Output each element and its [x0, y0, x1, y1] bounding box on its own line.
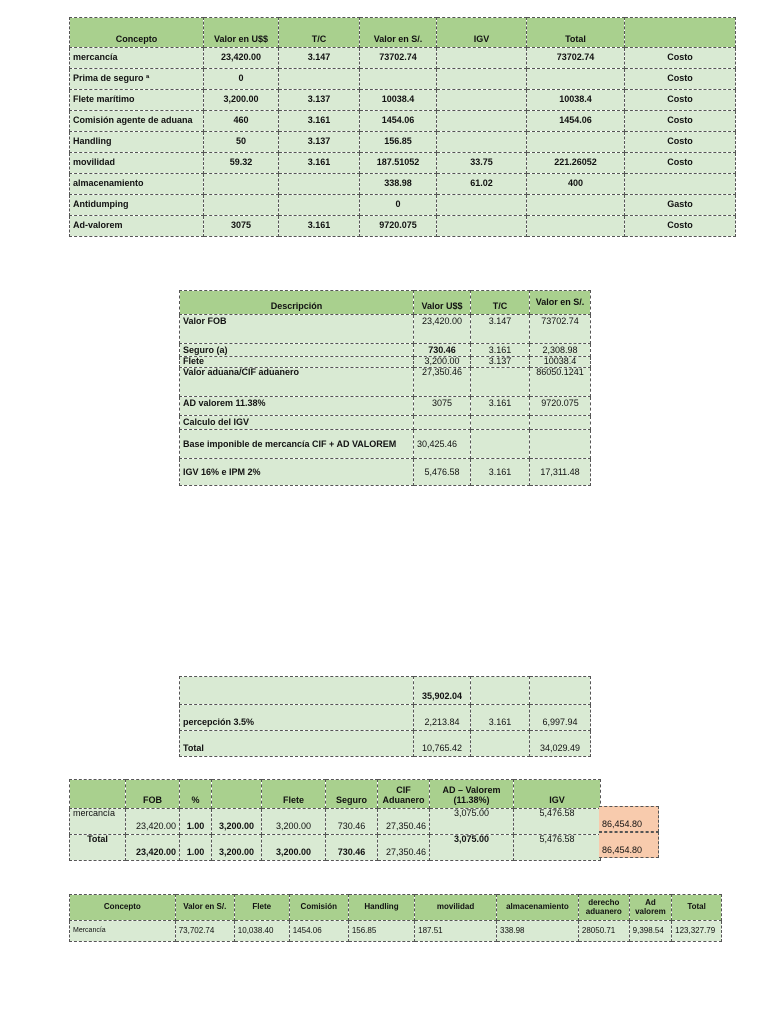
cell: 5,476.58: [514, 809, 601, 835]
cell: Costo: [625, 69, 736, 90]
cell: Costo: [625, 111, 736, 132]
cell: 6,997.94: [530, 705, 591, 731]
cell: 730.46: [326, 835, 378, 861]
cell: 23,420.00: [126, 835, 180, 861]
header-cell: Ad valorem: [629, 895, 671, 921]
header-cell: T/C: [279, 18, 360, 48]
cell: 10038.4: [530, 357, 591, 368]
cell: 3.137: [279, 132, 360, 153]
header-cell: Total: [672, 895, 722, 921]
cell: [471, 368, 530, 397]
cell: 0: [360, 195, 437, 216]
table-header-row: [70, 18, 736, 48]
cell: 5,476.58: [514, 835, 601, 861]
cell: 156.85: [360, 132, 437, 153]
cell: 123,327.79: [672, 921, 722, 942]
cell: [530, 416, 591, 430]
cell: Costo: [625, 48, 736, 69]
cell: AD valorem 11.38%: [180, 397, 414, 416]
cell: 730.46: [414, 344, 471, 357]
header-cell: AD – Valorem (11.38%): [430, 780, 514, 809]
cell: 2,213.84: [414, 705, 471, 731]
table-row: [180, 430, 591, 459]
customs-value-table: [179, 290, 591, 486]
cell: 187.51052: [360, 153, 437, 174]
cell: [204, 195, 279, 216]
table-row: [180, 705, 591, 731]
cell: [279, 174, 360, 195]
cell: [437, 111, 527, 132]
cell: percepción 3.5%: [180, 705, 414, 731]
cell: IGV 16% e IPM 2%: [180, 459, 414, 486]
cell: 73,702.74: [175, 921, 234, 942]
table-row: [70, 835, 601, 861]
cell: Flete marítimo: [70, 90, 204, 111]
header-cell: Flete: [234, 895, 289, 921]
header-cell: Valor en U$$: [204, 18, 279, 48]
cell: 10,765.42: [414, 731, 471, 757]
cell: [180, 677, 414, 705]
header-cell: Total: [527, 18, 625, 48]
header-cell: Concepto: [70, 18, 204, 48]
cell: 3.161: [471, 705, 530, 731]
cell: [437, 48, 527, 69]
table-row: [180, 315, 591, 344]
cell: 35,902.04: [414, 677, 471, 705]
header-cell: %: [180, 780, 212, 809]
header-cell: Handling: [348, 895, 414, 921]
cell: 3,200.00: [262, 835, 326, 861]
header-cell: Comisión: [289, 895, 348, 921]
cell: [437, 132, 527, 153]
cif-total-column: [599, 806, 659, 858]
cell: 10038.4: [360, 90, 437, 111]
header-cell: Descripción: [180, 291, 414, 315]
cell: [437, 69, 527, 90]
cell: 73702.74: [530, 315, 591, 344]
cell: 3,200.00: [212, 809, 262, 835]
cell: Flete: [180, 357, 414, 368]
table-row: [180, 344, 591, 357]
cell: 10038.4: [527, 90, 625, 111]
cell: 3.147: [471, 315, 530, 344]
header-cell: IGV: [514, 780, 601, 809]
cell: 3.161: [471, 344, 530, 357]
cell: 3.161: [279, 153, 360, 174]
perception-table: [179, 676, 591, 757]
cell: 27,350.46: [378, 835, 430, 861]
cell: 3,075.00: [430, 835, 514, 861]
cell: [527, 216, 625, 237]
cell: 9,398.54: [629, 921, 671, 942]
costs-table: [69, 17, 736, 237]
cell: Valor aduana/CIF aduanero: [180, 368, 414, 397]
cell: 187.51: [415, 921, 497, 942]
cell: 3.137: [471, 357, 530, 368]
cell: 3,200.00: [414, 357, 471, 368]
table-row: [70, 195, 736, 216]
cell: movilidad: [70, 153, 204, 174]
cell: 28050.71: [578, 921, 629, 942]
cell: 27,350.46: [414, 368, 471, 397]
table-row: [180, 677, 591, 705]
table-header-row: [70, 895, 722, 921]
header-cell: CIF Aduanero: [378, 780, 430, 809]
cell: 23,420.00: [414, 315, 471, 344]
cell: 59.32: [204, 153, 279, 174]
table-row: [70, 111, 736, 132]
cell: 460: [204, 111, 279, 132]
cell: [437, 90, 527, 111]
cell: mercancía: [70, 809, 126, 835]
cell: [360, 69, 437, 90]
cell: [279, 195, 360, 216]
cell: Comisión agente de aduana: [70, 111, 204, 132]
total-cell: 86,454.80: [599, 832, 659, 858]
cell: Calculo del IGV: [180, 416, 414, 430]
cell: 0: [204, 69, 279, 90]
cell: 3075: [204, 216, 279, 237]
table-row: [180, 459, 591, 486]
header-cell: Valor en S/.: [530, 291, 591, 315]
cell: Gasto: [625, 195, 736, 216]
cell: 73702.74: [527, 48, 625, 69]
cell: 17,311.48: [530, 459, 591, 486]
header-cell: Valor en S/.: [360, 18, 437, 48]
cell: 3,200.00: [212, 835, 262, 861]
header-cell: [625, 18, 736, 48]
cell: [279, 69, 360, 90]
cell: [471, 416, 530, 430]
cif-summary-table: [69, 779, 601, 861]
table-header-row: [180, 291, 591, 315]
table-row: [180, 368, 591, 397]
cell: 3.161: [279, 111, 360, 132]
cell: 30,425.46: [414, 430, 471, 459]
cell: 1454.06: [360, 111, 437, 132]
cell: 23,420.00: [204, 48, 279, 69]
cell: 34,029.49: [530, 731, 591, 757]
cell: 2,308.98: [530, 344, 591, 357]
cell: 338.98: [360, 174, 437, 195]
table-row: [70, 921, 722, 942]
cell: 23,420.00: [126, 809, 180, 835]
cell: Costo: [625, 132, 736, 153]
cell: 1454.06: [289, 921, 348, 942]
cell: [471, 677, 530, 705]
cell: 1.00: [180, 809, 212, 835]
cell: [527, 69, 625, 90]
cell: 156.85: [348, 921, 414, 942]
header-cell: IGV: [437, 18, 527, 48]
table-row: [70, 809, 601, 835]
total-cell: 86,454.80: [599, 806, 659, 832]
cell: [437, 216, 527, 237]
cell: 3.161: [279, 216, 360, 237]
cell: 3.161: [471, 397, 530, 416]
table-row: [70, 153, 736, 174]
cell: 9720.075: [530, 397, 591, 416]
header-cell: Valor U$$: [414, 291, 471, 315]
cell: [204, 174, 279, 195]
table-row: [70, 216, 736, 237]
cell: Antidumping: [70, 195, 204, 216]
cost-breakdown-table: [69, 894, 722, 942]
cell: 338.98: [497, 921, 579, 942]
cell: almacenamiento: [70, 174, 204, 195]
header-cell: movilidad: [415, 895, 497, 921]
table-row: [180, 357, 591, 368]
table-row: [70, 174, 736, 195]
cell: 10,038.40: [234, 921, 289, 942]
table-row: [70, 48, 736, 69]
cell: 5,476.58: [414, 459, 471, 486]
cell: 50: [204, 132, 279, 153]
header-cell: [70, 780, 126, 809]
header-cell: Flete: [262, 780, 326, 809]
cell: Handling: [70, 132, 204, 153]
cell: Prima de seguro ª: [70, 69, 204, 90]
cell: 3.161: [471, 459, 530, 486]
cell: [530, 677, 591, 705]
cell: Total: [70, 835, 126, 861]
cell: [437, 195, 527, 216]
cell: Ad-valorem: [70, 216, 204, 237]
cell: 1.00: [180, 835, 212, 861]
cell: 61.02: [437, 174, 527, 195]
header-cell: [212, 780, 262, 809]
header-cell: derecho aduanero: [578, 895, 629, 921]
header-cell: FOB: [126, 780, 180, 809]
cell: [527, 195, 625, 216]
cell: 3,200.00: [204, 90, 279, 111]
cell: [530, 430, 591, 459]
cell: 1454.06: [527, 111, 625, 132]
cell: 33.75: [437, 153, 527, 174]
cell: 400: [527, 174, 625, 195]
cell: [471, 731, 530, 757]
cell: Valor FOB: [180, 315, 414, 344]
cell: 86050.1241: [530, 368, 591, 397]
cell: Mercancía: [70, 921, 176, 942]
table-row: [180, 397, 591, 416]
cell: Costo: [625, 216, 736, 237]
table-row: [70, 90, 736, 111]
cell: [625, 174, 736, 195]
cell: Costo: [625, 153, 736, 174]
table-row: [180, 731, 591, 757]
cell: 9720.075: [360, 216, 437, 237]
cell: 3,075.00: [430, 809, 514, 835]
cell: Costo: [625, 90, 736, 111]
header-cell: almacenamiento: [497, 895, 579, 921]
cell: 27,350.46: [378, 809, 430, 835]
cell: [414, 416, 471, 430]
cell: Base imponible de mercancía CIF + AD VALOREM: [180, 430, 414, 459]
cell: 3.137: [279, 90, 360, 111]
cell: mercancía: [70, 48, 204, 69]
cell: [527, 132, 625, 153]
table-row: [180, 416, 591, 430]
table-row: [70, 132, 736, 153]
header-cell: Valor en S/.: [175, 895, 234, 921]
cell: 3075: [414, 397, 471, 416]
cell: 730.46: [326, 809, 378, 835]
cell: 73702.74: [360, 48, 437, 69]
cell: 3,200.00: [262, 809, 326, 835]
cell: Total: [180, 731, 414, 757]
cell: 221.26052: [527, 153, 625, 174]
header-cell: Concepto: [70, 895, 176, 921]
cell: 3.147: [279, 48, 360, 69]
cell: [471, 430, 530, 459]
table-row: [70, 69, 736, 90]
table-header-row: [70, 780, 601, 809]
header-cell: Seguro: [326, 780, 378, 809]
header-cell: T/C: [471, 291, 530, 315]
cell: Seguro (a): [180, 344, 414, 357]
